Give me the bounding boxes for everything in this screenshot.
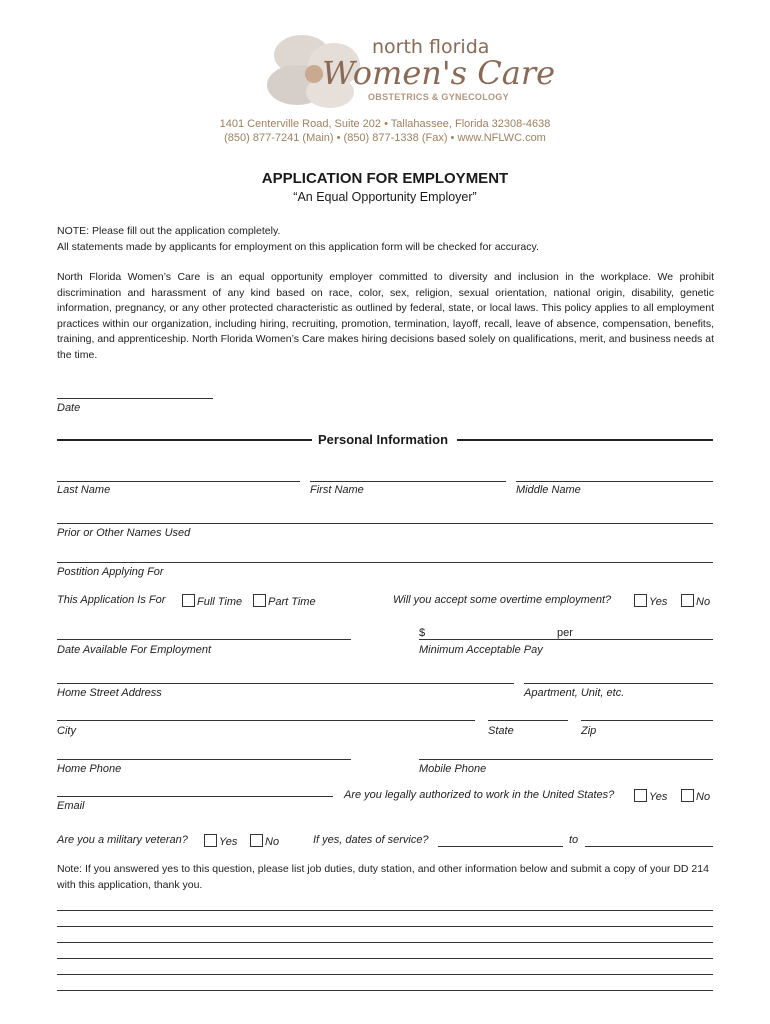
eeo-paragraph: North Florida Women’s Care is an equal opportunity employer committed to diversity and inclusion in the workplace. We prohibit discrimination and harassment of any kind based on race, color, sex, religion, sexual orientation, national origin, disability, genetic information, pregnancy, or any other protected characteristic as outlined by federal, state, or local laws. This policy applies to all employment practices within our organization, including hiring, recruiting, promotion, termination, layoff, recall, leave of absence, compensation, benefits, training, and apprenticeship. North Florida Women’s Care makes hiring decisions based solely on qualifications, merit, and business needs at the time. [57,271,714,361]
min-pay-label: Minimum Acceptable Pay [419,644,543,656]
overtime-yes-label: Yes [649,596,668,608]
authorized-no-checkbox[interactable] [681,789,694,802]
address-line2: (850) 877-7241 (Main) • (850) 877-1338 (Fax) • www.NFLWC.com [224,132,546,144]
full-time-label: Full Time [197,596,243,608]
city-label: City [57,725,76,737]
authorized-yes-option[interactable] [634,789,667,803]
date-field[interactable] [57,398,213,399]
overtime-question: Will you accept some overtime employment? [393,594,612,606]
full-time-checkbox[interactable] [182,594,195,607]
duties-line[interactable] [57,958,713,959]
duties-line[interactable] [57,990,713,991]
first-name-label: First Name [310,484,364,496]
authorized-question: Are you legally authorized to work in the United States? [344,789,615,801]
state-field[interactable] [488,720,568,721]
position-label: Postition Applying For [57,566,164,578]
note-line1: NOTE: Please fill out the application completely. [57,225,281,237]
overtime-yes-checkbox[interactable] [634,594,647,607]
veteran-yes-option[interactable] [204,834,237,848]
last-name-field[interactable] [57,481,300,482]
logo-line2: Women's Care [322,54,556,92]
date-label: Date [57,402,81,414]
overtime-no-label: No [696,596,711,608]
note-line2: All statements made by applicants for employment on this application form will be checked for accuracy. [57,241,539,253]
overtime-no-checkbox[interactable] [681,594,694,607]
email-field[interactable] [57,796,333,797]
authorized-no-option[interactable] [681,789,710,803]
prior-names-label: Prior or Other Names Used [57,527,191,539]
middle-name-label: Middle Name [516,484,581,496]
first-name-field[interactable] [310,481,506,482]
zip-label: Zip [581,725,597,737]
overtime-no-option[interactable] [681,594,710,608]
min-pay-field[interactable] [419,639,713,640]
veteran-note: Note: If you answered yes to this question, please list job duties, duty station, and other information below and submit a copy of your DD 214 with this application, thank you. [57,863,709,891]
section-rule-left [57,439,312,441]
state-label: State [488,725,514,737]
part-time-label: Part Time [268,596,316,608]
full-time-option[interactable] [182,594,242,608]
home-address-field[interactable] [57,683,514,684]
authorized-yes-checkbox[interactable] [634,789,647,802]
city-field[interactable] [57,720,475,721]
company-logo [262,30,556,110]
home-address-label: Home Street Address [57,687,162,699]
dollar-sign: $ [419,627,426,639]
date-available-label: Date Available For Employment [57,644,212,656]
middle-name-field[interactable] [516,481,713,482]
service-from-field[interactable] [438,846,563,847]
email-label: Email [57,800,85,812]
position-field[interactable] [57,562,713,563]
page-subtitle: “An Equal Opportunity Employer” [293,190,477,204]
authorized-no-label: No [696,791,711,803]
section-personal-title: Personal Information [318,432,449,447]
page-title: APPLICATION FOR EMPLOYMENT [261,170,509,187]
veteran-question: Are you a military veteran? [57,834,188,846]
duties-line[interactable] [57,942,713,943]
last-name-label: Last Name [57,484,111,496]
per-label: per [557,627,573,639]
address-line1: 1401 Centerville Road, Suite 202 • Tallahassee, Florida 32308-4638 [219,118,551,130]
apartment-field[interactable] [524,683,713,684]
home-phone-label: Home Phone [57,763,122,775]
logo-line3: OBSTETRICS & GYNECOLOGY [368,92,509,102]
zip-field[interactable] [581,720,713,721]
mobile-phone-field[interactable] [419,759,713,760]
logo-line1: north florida [372,36,490,58]
veteran-yes-label: Yes [219,836,238,848]
authorized-yes-label: Yes [649,791,668,803]
service-question: If yes, dates of service? [313,834,429,846]
home-phone-field[interactable] [57,759,351,760]
date-available-field[interactable] [57,639,351,640]
part-time-checkbox[interactable] [253,594,266,607]
mobile-phone-label: Mobile Phone [419,763,487,775]
overtime-yes-option[interactable] [634,594,667,608]
application-for-label: This Application Is For [57,594,166,606]
duties-line[interactable] [57,926,713,927]
veteran-yes-checkbox[interactable] [204,834,217,847]
veteran-no-checkbox[interactable] [250,834,263,847]
veteran-no-option[interactable] [250,834,279,848]
duties-line[interactable] [57,974,713,975]
prior-names-field[interactable] [57,523,713,524]
apartment-label: Apartment, Unit, etc. [524,687,625,699]
duties-line[interactable] [57,910,713,911]
section-rule-right [457,439,713,441]
service-to-field[interactable] [585,846,713,847]
part-time-option[interactable] [253,594,316,608]
service-to-label: to [569,834,579,846]
veteran-no-label: No [265,836,280,848]
